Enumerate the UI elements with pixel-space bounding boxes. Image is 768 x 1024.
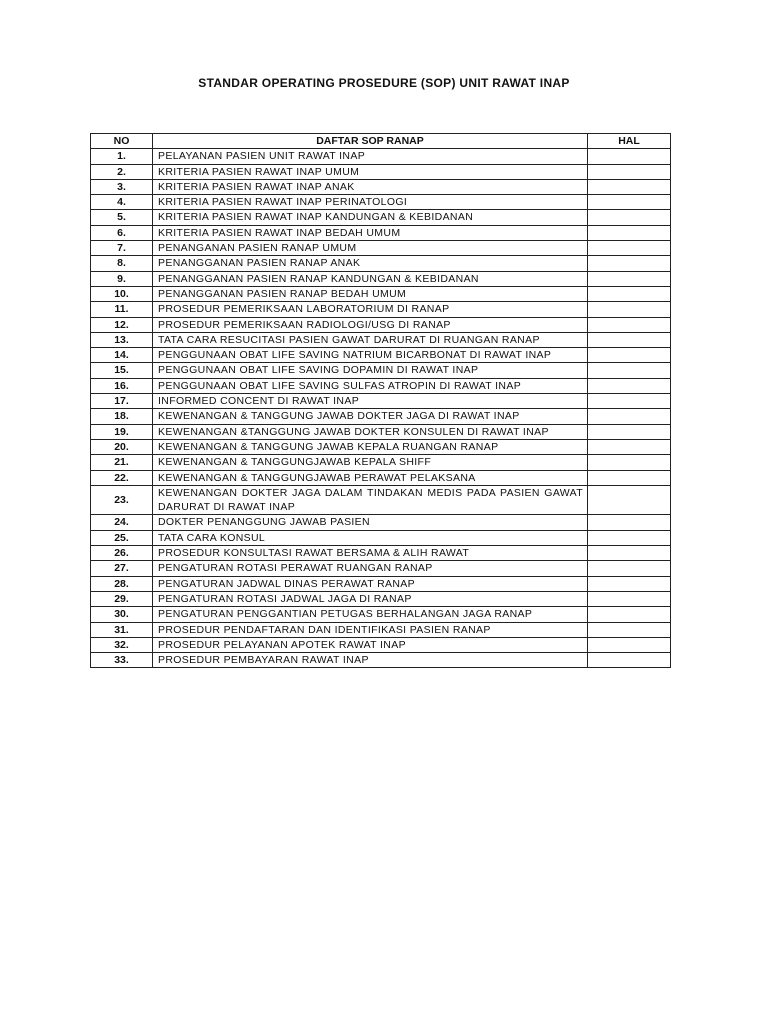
sop-title: KRITERIA PASIEN RAWAT INAP BEDAH UMUM [153,225,588,240]
row-number: 19. [91,424,153,439]
sop-title: PROSEDUR PENDAFTARAN DAN IDENTIFIKASI PASIEN RANAP [153,622,588,637]
row-number: 29. [91,591,153,606]
row-number: 25. [91,530,153,545]
sop-title: PROSEDUR PEMERIKSAAN LABORATORIUM DI RANAP [153,302,588,317]
table-row [91,455,671,470]
table-header-row [91,134,671,149]
page-number-cell [588,332,671,347]
table-body [91,149,671,668]
row-number: 15. [91,363,153,378]
page-number-cell [588,256,671,271]
row-number: 12. [91,317,153,332]
page-number-cell [588,455,671,470]
sop-title: KRITERIA PASIEN RAWAT INAP UMUM [153,164,588,179]
row-number: 10. [91,286,153,301]
page-number-cell [588,179,671,194]
row-number: 4. [91,195,153,210]
sop-title: KRITERIA PASIEN RAWAT INAP ANAK [153,179,588,194]
table-row [91,546,671,561]
column-header-daftar-sop: DAFTAR SOP RANAP [153,134,588,149]
row-number: 13. [91,332,153,347]
table-row [91,332,671,347]
table-row [91,286,671,301]
row-number: 16. [91,378,153,393]
sop-title: TATA CARA KONSUL [153,530,588,545]
page-number-cell [588,164,671,179]
page-number-cell [588,622,671,637]
table-row [91,576,671,591]
table-row [91,515,671,530]
page-number-cell [588,210,671,225]
row-number: 21. [91,455,153,470]
row-number: 18. [91,409,153,424]
table-row [91,653,671,668]
row-number: 26. [91,546,153,561]
page-number-cell [588,286,671,301]
sop-title: KEWENANGAN &TANGGUNG JAWAB DOKTER KONSULEN DI RAWAT INAP [153,424,588,439]
sop-title: PENGATURAN ROTASI JADWAL JAGA DI RANAP [153,591,588,606]
page-number-cell [588,546,671,561]
table-row [91,256,671,271]
sop-title: KEWENANGAN & TANGGUNG JAWAB KEPALA RUANGAN RANAP [153,439,588,454]
sop-title: KEWENANGAN DOKTER JAGA DALAM TINDAKAN MEDIS PADA PASIEN GAWAT DARURAT DI RAWAT INAP [153,485,588,515]
sop-title: PENGATURAN PENGGANTIAN PETUGAS BERHALANGAN JAGA RANAP [153,607,588,622]
sop-title: DOKTER PENANGGUNG JAWAB PASIEN [153,515,588,530]
row-number: 7. [91,241,153,256]
table-row [91,317,671,332]
table-row [91,179,671,194]
table-row [91,348,671,363]
page-number-cell [588,607,671,622]
sop-title: PENANGGANAN PASIEN RANAP BEDAH UMUM [153,286,588,301]
sop-title: PROSEDUR KONSULTASI RAWAT BERSAMA & ALIH RAWAT [153,546,588,561]
sop-title: KEWENANGAN & TANGGUNGJAWAB PERAWAT PELAKSANA [153,470,588,485]
page-number-cell [588,591,671,606]
row-number: 32. [91,637,153,652]
sop-title: PENGATURAN ROTASI PERAWAT RUANGAN RANAP [153,561,588,576]
table-row [91,225,671,240]
column-header-hal: HAL [588,134,671,149]
page-number-cell [588,149,671,164]
page-number-cell [588,530,671,545]
row-number: 17. [91,394,153,409]
page-number-cell [588,485,671,515]
page-number-cell [588,317,671,332]
row-number: 24. [91,515,153,530]
row-number: 11. [91,302,153,317]
table-row [91,241,671,256]
page-number-cell [588,470,671,485]
table-row [91,530,671,545]
row-number: 1. [91,149,153,164]
row-number: 30. [91,607,153,622]
row-number: 8. [91,256,153,271]
page-number-cell [588,561,671,576]
sop-title: PENANGGANAN PASIEN RANAP ANAK [153,256,588,271]
table-row [91,424,671,439]
row-number: 3. [91,179,153,194]
row-number: 31. [91,622,153,637]
page-number-cell [588,439,671,454]
sop-title: PROSEDUR PEMERIKSAAN RADIOLOGI/USG DI RANAP [153,317,588,332]
sop-title: KEWENANGAN & TANGGUNGJAWAB KEPALA SHIFF [153,455,588,470]
page-number-cell [588,271,671,286]
table-row [91,149,671,164]
table-row [91,591,671,606]
sop-title: INFORMED CONCENT DI RAWAT INAP [153,394,588,409]
page-number-cell [588,241,671,256]
table-row [91,607,671,622]
row-number: 23. [91,485,153,515]
table-row [91,622,671,637]
sop-title: KEWENANGAN & TANGGUNG JAWAB DOKTER JAGA DI RAWAT INAP [153,409,588,424]
page-number-cell [588,394,671,409]
page-title: STANDAR OPERATING PROSEDURE (SOP) UNIT RAWAT INAP [198,76,570,90]
row-number: 6. [91,225,153,240]
sop-title: PROSEDUR PELAYANAN APOTEK RAWAT INAP [153,637,588,652]
row-number: 14. [91,348,153,363]
table-row [91,195,671,210]
table-row [91,302,671,317]
page-number-cell [588,302,671,317]
row-number: 20. [91,439,153,454]
table-row [91,637,671,652]
sop-list-table [90,133,671,668]
table-row [91,363,671,378]
table-row [91,409,671,424]
table-row [91,561,671,576]
column-header-no: NO [91,134,153,149]
sop-title: PENGGUNAAN OBAT LIFE SAVING SULFAS ATROPIN DI RAWAT INAP [153,378,588,393]
page-number-cell [588,195,671,210]
table-row [91,470,671,485]
row-number: 28. [91,576,153,591]
page-number-cell [588,515,671,530]
page-number-cell [588,424,671,439]
page-number-cell [588,409,671,424]
row-number: 2. [91,164,153,179]
page-number-cell [588,378,671,393]
table-row [91,378,671,393]
sop-title: PENANGANAN PASIEN RANAP UMUM [153,241,588,256]
row-number: 27. [91,561,153,576]
sop-title: KRITERIA PASIEN RAWAT INAP KANDUNGAN & KEBIDANAN [153,210,588,225]
page-number-cell [588,348,671,363]
page-number-cell [588,576,671,591]
row-number: 22. [91,470,153,485]
page-number-cell [588,653,671,668]
table-row [91,394,671,409]
table-row [91,439,671,454]
page-number-cell [588,637,671,652]
row-number: 5. [91,210,153,225]
sop-title: PENGGUNAAN OBAT LIFE SAVING NATRIUM BICARBONAT DI RAWAT INAP [153,348,588,363]
table-row [91,210,671,225]
sop-title: TATA CARA RESUCITASI PASIEN GAWAT DARURAT DI RUANGAN RANAP [153,332,588,347]
page-number-cell [588,225,671,240]
page-number-cell [588,363,671,378]
table-row [91,164,671,179]
row-number: 33. [91,653,153,668]
sop-title: PROSEDUR PEMBAYARAN RAWAT INAP [153,653,588,668]
sop-title: KRITERIA PASIEN RAWAT INAP PERINATOLOGI [153,195,588,210]
sop-title: PENGGUNAAN OBAT LIFE SAVING DOPAMIN DI RAWAT INAP [153,363,588,378]
table-row [91,485,671,515]
sop-title: PENGATURAN JADWAL DINAS PERAWAT RANAP [153,576,588,591]
sop-title: PELAYANAN PASIEN UNIT RAWAT INAP [153,149,588,164]
sop-title: PENANGGANAN PASIEN RANAP KANDUNGAN & KEBIDANAN [153,271,588,286]
table-row [91,271,671,286]
row-number: 9. [91,271,153,286]
